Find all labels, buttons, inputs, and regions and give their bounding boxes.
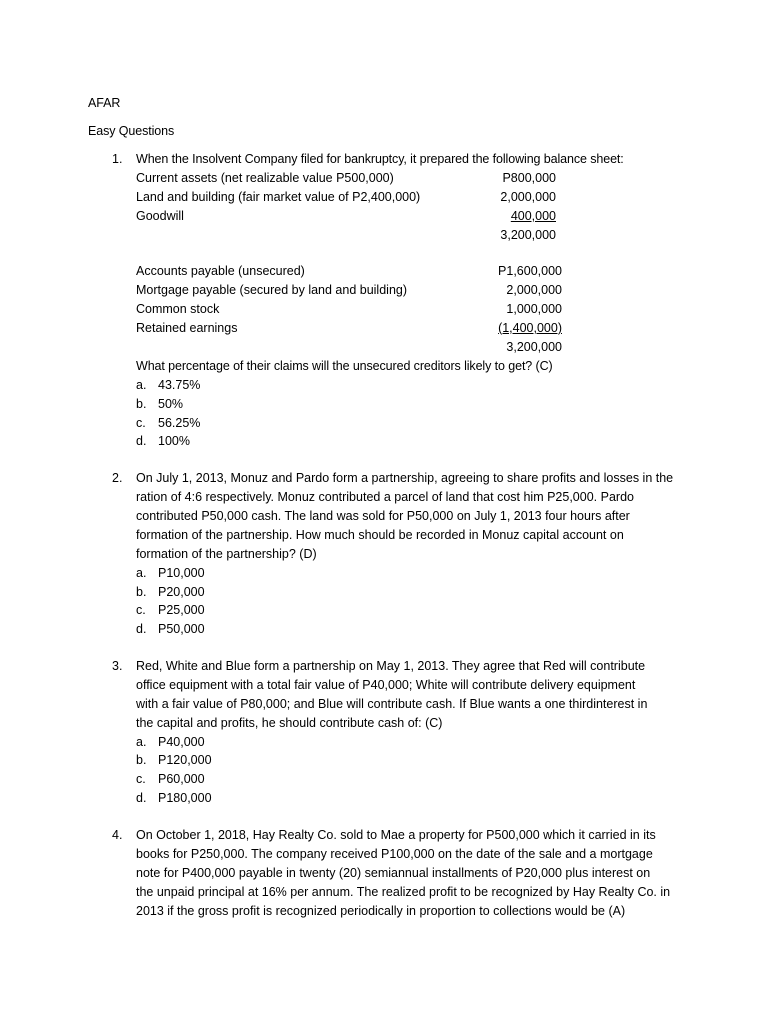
asset-amount: P800,000 [502, 171, 556, 185]
option-letter: a. [136, 566, 147, 580]
subject-heading: AFAR [88, 96, 121, 110]
option-letter: a. [136, 378, 147, 392]
option-letter: b. [136, 585, 147, 599]
option-text: 50% [158, 397, 184, 411]
option-text: P20,000 [158, 585, 205, 599]
option-letter: c. [136, 416, 146, 430]
option-letter: b. [136, 753, 147, 767]
liability-label: Common stock [136, 302, 220, 316]
question-4-line: note for P400,000 payable in twenty (20) semiannual installments of P20,000 plus interest on [136, 866, 651, 880]
question-4-line: books for P250,000. The company received P100,000 on the date of the sale and a mortgage [136, 847, 653, 861]
liability-amount: (1,400,000) [498, 321, 562, 335]
question-3-line: Red, White and Blue form a partnership on May 1, 2013. They agree that Red will contribute [136, 659, 646, 673]
option-text: P40,000 [158, 735, 205, 749]
section-heading: Easy Questions [88, 124, 175, 138]
option-text: 100% [158, 434, 190, 448]
option-text: P120,000 [158, 753, 212, 767]
option-text: P10,000 [158, 566, 205, 580]
question-4-line: 2013 if the gross profit is recognized periodically in proportion to collections would be (A) [136, 904, 626, 918]
question-1-intro: When the Insolvent Company filed for bankruptcy, it prepared the following balance sheet: [136, 152, 624, 166]
assets-total: 3,200,000 [500, 228, 556, 242]
option-letter: b. [136, 397, 147, 411]
question-2-line: On July 1, 2013, Monuz and Pardo form a partnership, agreeing to share profits and losses in the [136, 471, 674, 485]
liability-amount: 1,000,000 [506, 302, 562, 316]
question-3-line: office equipment with a total fair value of P40,000; White will contribute delivery equipment [136, 678, 636, 692]
question-4-line: the unpaid principal at 16% per annum. The realized profit to be recognized by Hay Realty Co. in [136, 885, 671, 899]
asset-label: Goodwill [136, 209, 184, 223]
question-2-number: 2. [112, 471, 123, 485]
question-1-text: What percentage of their claims will the unsecured creditors likely to get? (C) [136, 359, 553, 373]
question-3-line: with a fair value of P80,000; and Blue will contribute cash. If Blue wants a one thirdinterest in [136, 697, 648, 711]
option-letter: d. [136, 434, 147, 448]
asset-label: Land and building (fair market value of P2,400,000) [136, 190, 421, 204]
question-2-line: ration of 4:6 respectively. Monuz contributed a parcel of land that cost him P25,000. Pardo [136, 490, 634, 504]
option-text: P180,000 [158, 791, 212, 805]
question-3-line: the capital and profits, he should contribute cash of: (C) [136, 716, 443, 730]
question-3-number: 3. [112, 659, 123, 673]
asset-amount: 2,000,000 [500, 190, 556, 204]
option-letter: c. [136, 603, 146, 617]
liabilities-total: 3,200,000 [506, 340, 562, 354]
liability-label: Accounts payable (unsecured) [136, 264, 305, 278]
question-1-number: 1. [112, 152, 123, 166]
asset-amount: 400,000 [510, 209, 556, 223]
option-letter: a. [136, 735, 147, 749]
question-4-number: 4. [112, 828, 123, 842]
liability-amount: P1,600,000 [498, 264, 562, 278]
question-2-line: formation of the partnership. How much should be recorded in Monuz capital account on [136, 528, 624, 542]
option-text: P60,000 [158, 772, 205, 786]
option-letter: c. [136, 772, 146, 786]
liability-label: Mortgage payable (secured by land and building) [136, 283, 408, 297]
asset-label: Current assets (net realizable value P500,000) [136, 171, 394, 185]
liability-amount: 2,000,000 [506, 283, 562, 297]
option-text: P50,000 [158, 622, 205, 636]
option-text: P25,000 [158, 603, 205, 617]
option-letter: d. [136, 622, 147, 636]
option-text: 43.75% [158, 378, 201, 392]
question-4-line: On October 1, 2018, Hay Realty Co. sold to Mae a property for P500,000 which it carried in its [136, 828, 656, 842]
option-letter: d. [136, 791, 147, 805]
question-2-line: formation of the partnership? (D) [136, 547, 317, 561]
option-text: 56.25% [158, 416, 201, 430]
liability-label: Retained earnings [136, 321, 238, 335]
question-2-line: contributed P50,000 cash. The land was sold for P50,000 on July 1, 2013 four hours after [136, 509, 630, 523]
